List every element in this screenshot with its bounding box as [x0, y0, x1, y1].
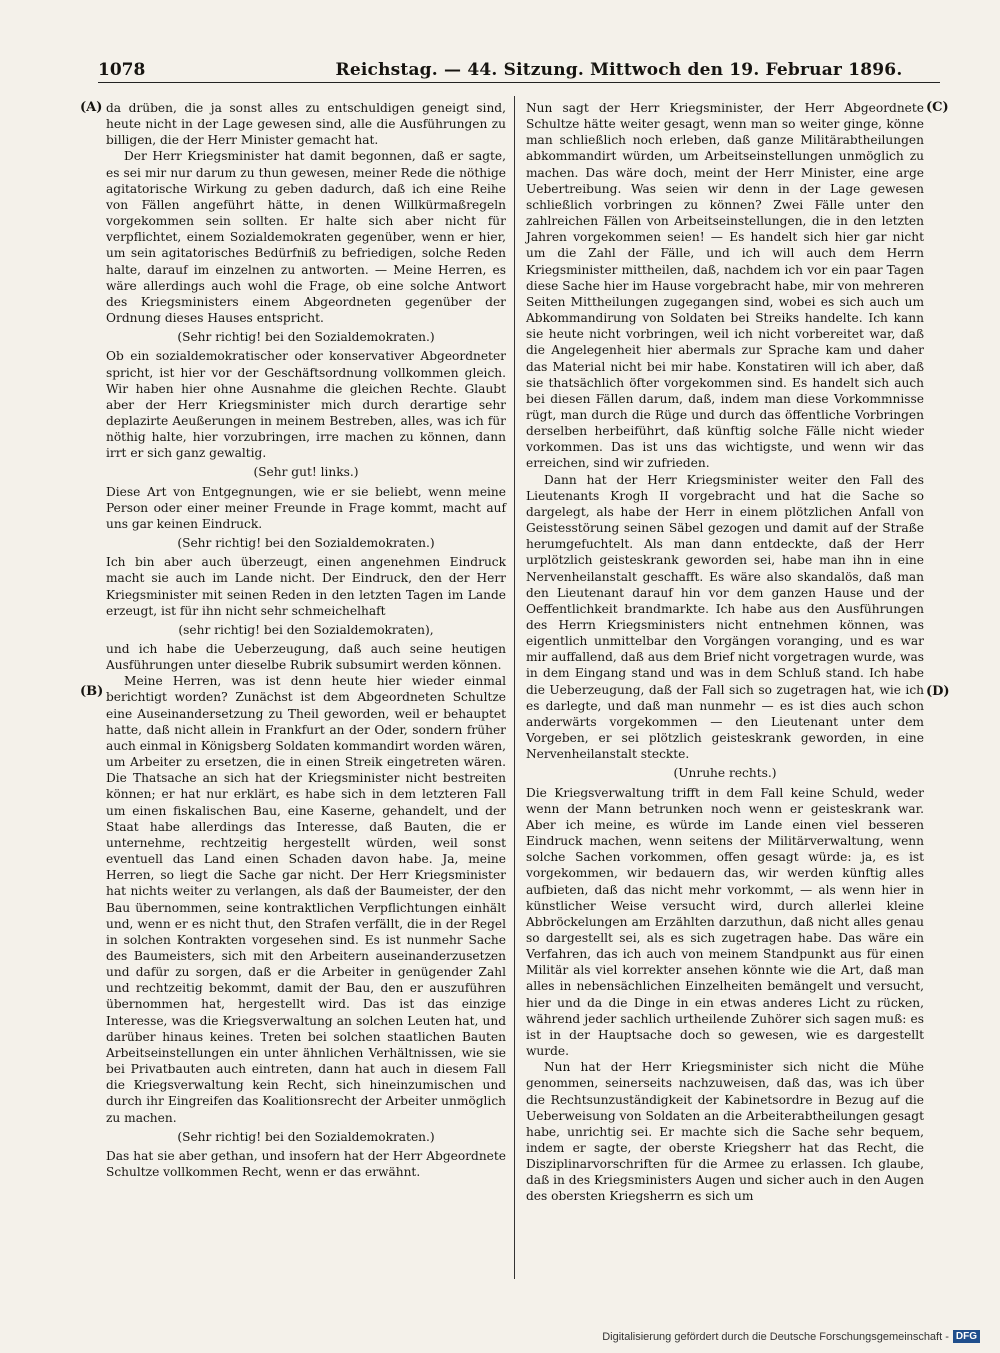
paragraph: Ich bin aber auch überzeugt, einen angenehmen Eindruck macht sie auch im Lande nicht. Der Eindruck, den der Herr Kriegsminister mit seinen Reden in den letzten Tagen im Lande erzeugt, ist für ihn nicht sehr schmeichelhaft — [106, 555, 506, 618]
paragraph: Die Kriegsverwaltung trifft in dem Fall keine Schuld, weder wenn der Mann betrunken noch wenn er geisteskrank war. Aber ich meine, es würde im Lande einen viel besseren Eindruck machen, wenn seitens der Militärverwaltung, wenn solche Sachen vorkommen, offen gesagt würde: ja, es ist vorgekommen, wir bedauern das, wir werden künftig alles aufbieten, daß das nicht mehr vorkommt, — als wenn hier in künstlicher Weise versucht wird, durch allerlei kleine Abbröckelungen am Erzählten darzuthun, daß nicht alles genau so dargestellt sei, als es sich zugetragen habe. Das wäre ein Verfahren, das ich auch von meinem Standpunkt aus für einen Militär als viel korrekter ansehen könnte wie die Art, daß man alles in nebensächlichen Einzelheiten bemängelt und versucht, hier und da die Dinge in ein etwas anderes Licht zu rücken, während jeder sachlich urtheilende Zuhörer sich sagen muß: es ist in der Hauptsache doch so gewesen, wie es dargestellt wurde. — [526, 785, 924, 1059]
paragraph: Nun sagt der Herr Kriegsminister, der Herr Abgeordnete Schultze hätte weiter gesagt, wenn man so weiter ginge, könne man schließlich noch erleben, daß ganze Militärabtheilungen abkommandirt würden, um Arbeitseinstellungen unmöglich zu machen. Das wäre doch, meint der Herr Minister, eine arge Uebertreibung. Was seien wir denn in der Lage gewesen schließlich vorbringen zu können? Zwei Fälle unter den zahlreichen Fällen von Arbeitseinstellungen, die in den letzten Jahren vorgekommen seien! — Es handelt sich hier gar nicht um die Zahl der Fälle, und ich will auch dem Herrn Kriegsminister mittheilen, daß, nachdem ich vor ein paar Tagen diese Sache hier im Hause vorgebracht habe, mir von mehreren Seiten Mittheilungen zugegangen sind, wobei es sich auch um Abkommandirung von Soldaten bei Streiks handelte. Ich kann sie heute nicht vorbringen, weil ich nicht vorbereitet war, daß die Angelegenheit hier abermals zur Sprache kam und daher das Material nicht bei mir habe. Konstatiren will ich aber, daß sie thatsächlich öfter vorgekommen sind. Es handelt sich auch bei diesen Fällen darum, daß, indem man diese Vorkommnisse rügt, man durch die Rüge und durch das öffentliche Vorbringen derselben herbeiführt, daß künftig solche Fälle nicht wieder vorkommen. Das ist uns das wichtigste, und wenn wir das erreichen, sind wir zufrieden. — [526, 101, 924, 471]
page-number: 1078 — [98, 60, 146, 80]
interjection: (sehr richtig! bei den Sozialdemokraten), — [178, 622, 434, 637]
right-column — [526, 100, 924, 1205]
interjection: (Sehr richtig! bei den Sozialdemokraten.) — [177, 330, 435, 345]
margin-marker-a: (A) — [80, 100, 103, 115]
paragraph: und ich habe die Ueberzeugung, daß auch seine heutigen Ausführungen unter dieselbe Rubrik subsumirt werden können. — [106, 642, 506, 673]
interjection: (Sehr gut! links.) — [253, 465, 359, 480]
running-title: Reichstag. — 44. Sitzung. Mittwoch den 19. Februar 1896. — [335, 60, 903, 80]
interjection: (Unruhe rechts.) — [673, 766, 777, 781]
interjection: (Sehr richtig! bei den Sozialdemokraten.) — [177, 1129, 435, 1144]
footer-credit: Digitalisierung gefördert durch die Deutsche Forschungsgemeinschaft - — [602, 1330, 949, 1343]
column-divider — [514, 96, 515, 1279]
paragraph: Meine Herren, was ist denn heute hier wieder einmal berichtigt worden? Zunächst ist dem Abgeordneten Schultze eine Auseinandersetzung zu Theil geworden, weil er behauptet hatte, daß nicht allein in Frankfurt an der Oder, sondern früher auch einmal in Königsberg Soldaten kommandirt worden wären, um Arbeiter zu ersetzen, die in einen Streik eingetreten wären. Die Thatsache an sich hat der Kriegsminister nicht bestreiten können; er hat nur erklärt, es habe sich in dem letzteren Fall um einen fiskalischen Bau, eine Kaserne, gehandelt, und der Staat habe allerdings das Interesse, daß Bauten, die er unternehme, rechtzeitig hergestellt würden, weil sonst eventuell das Land einen Schaden davon habe. Ja, meine Herren, so liegt die Sache gar nicht. Der Herr Kriegsminister hat nichts weiter zu verlangen, als daß der Baumeister, der den Bau übernommen, seine kontraktlichen Verpflichtungen einhält und, wenn er es nicht thut, den Strafen verfällt, die in der Regel in solchen Kontrakten vorgesehen sind. Es ist nunmehr Sache des Baumeisters, sich mit den Arbeitern auseinanderzusetzen und dafür zu sorgen, daß er die Arbeiter in genügender Zahl und rechtzeitig bekommt, damit der Bau, den er auszuführen übernommen hat, hergestellt wird. Das ist das einzige Interesse, was die Kriegsverwaltung an solchen Leuten hat, und darüber hinaus keines. Treten bei solchen staatlichen Bauten Arbeitseinstellungen ein unter ähnlichen Verhältnissen, wie sie bei Privatbauten auch eintreten, dann hat auch in diesem Fall die Kriegsverwaltung kein Recht, sich hineinzumischen und durch ihr Eingreifen das Koalitionsrecht der Arbeiter unmöglich zu machen. — [106, 674, 506, 1125]
margin-marker-c: (C) — [926, 100, 949, 115]
paragraph: Diese Art von Entgegnungen, wie er sie beliebt, wenn meine Person oder einer meiner Freunde in Frage kommt, macht auf uns gar keinen Eindruck. — [106, 484, 506, 531]
margin-marker-b: (B) — [80, 684, 104, 699]
paragraph: Das hat sie aber gethan, und insofern hat der Herr Abgeordnete Schultze vollkommen Recht, wenn er das erwähnt. — [106, 1148, 506, 1179]
paragraph: Nun hat der Herr Kriegsminister sich nicht die Mühe genommen, seinerseits nachzuweisen, daß das, was ich über die Rechtsunzuständigkeit der Kabinetsordre in Bezug auf die Ueberweisung von Soldaten an die Arbeiterabtheilungen gesagt habe, unrichtig sei. Er machte sich die Sache sehr bequem, indem er sagte, der oberste Kriegsherr hat das Recht, die Disziplinarvorschriften für die Armee zu erlassen. Ich glaube, daß in des Kriegsministers Augen und sicher auch in den Augen des obersten Kriegsherrn es sich um — [526, 1060, 924, 1204]
paragraph: da drüben, die ja sonst alles zu entschuldigen geneigt sind, heute nicht in der Lage gewesen sind, alle die Ausführungen zu billigen, die der Herr Minister gemacht hat. — [106, 101, 506, 148]
paragraph: Der Herr Kriegsminister hat damit begonnen, daß er sagte, es sei mir nur darum zu thun gewesen, meiner Rede die nöthige agitatorische Wirkung zu geben dadurch, daß ich eine Reihe von Fällen angeführt hätte, in denen Willkürmaßregeln vorgekommen sein sollten. Er halte sich aber nicht für verpflichtet, einem Sozialdemokraten gegenüber, wenn er hier, um sein agitatorisches Bedürfniß zu befriedigen, solche Reden halte, darauf im einzelnen zu antworten. — Meine Herren, es wäre allerdings auch wohl die Frage, ob eine solche Antwort des Kriegsministers einem Abgeordneten gegenüber der Ordnung dieses Hauses entspricht. — [106, 149, 506, 326]
paragraph: Ob ein sozialdemokratischer oder konservativer Abgeordneter spricht, ist hier vor der Geschäftsordnung vollkommen gleich. Wir haben hier ohne Ausnahme die gleichen Rechte. Glaubt aber der Herr Kriegsminister mich durch derartige sehr deplazirte Aeußerungen in meinem Bestreben, alles, was ich für nöthig halte, hier vorzubringen, irre machen zu können, dann irrt er sich ganz gewaltig. — [106, 349, 506, 461]
margin-marker-d: (D) — [926, 684, 950, 699]
dfg-logo: DFG — [953, 1330, 980, 1343]
paragraph: Dann hat der Herr Kriegsminister weiter den Fall des Lieutenants Krogh II vorgebracht und hat die Sache so dargelegt, als habe der Herr in einem plötzlichen Anfall von Geistesstörung seinen Säbel gezogen und damit auf der Straße herumgefuchtelt. Als man dann entdeckte, daß der Herr urplötzlich geisteskrank geworden sei, habe man ihn in eine Nervenheilanstalt geschafft. Es wäre also skandalös, daß man den Lieutenant darauf hin vor dem ganzen Hause und der Oeffentlichkeit brandmarkte. Ich habe aus den Ausführungen des Herrn Kriegsministers nicht entnehmen können, was eigentlich unmittelbar den Vorgängen voranging, und es war mir auffallend, daß aus dem Brief nicht vorgetragen wurde, was in dem Eingang stand und was in dem Schluß stand. Ich habe die Ueberzeugung, daß der Fall sich so zugetragen hat, wie ich es darlegte, und daß man nunmehr — es ist dies auch schon anderwärts vorgekommen — den Lieutenant unter dem Vorgeben, er sei plötzlich geisteskrank geworden, in eine Nervenheilanstalt steckte. — [526, 472, 924, 762]
interjection: (Sehr richtig! bei den Sozialdemokraten.) — [177, 536, 435, 551]
left-column — [106, 100, 506, 1180]
footer — [602, 1330, 980, 1343]
page-header — [98, 60, 940, 83]
